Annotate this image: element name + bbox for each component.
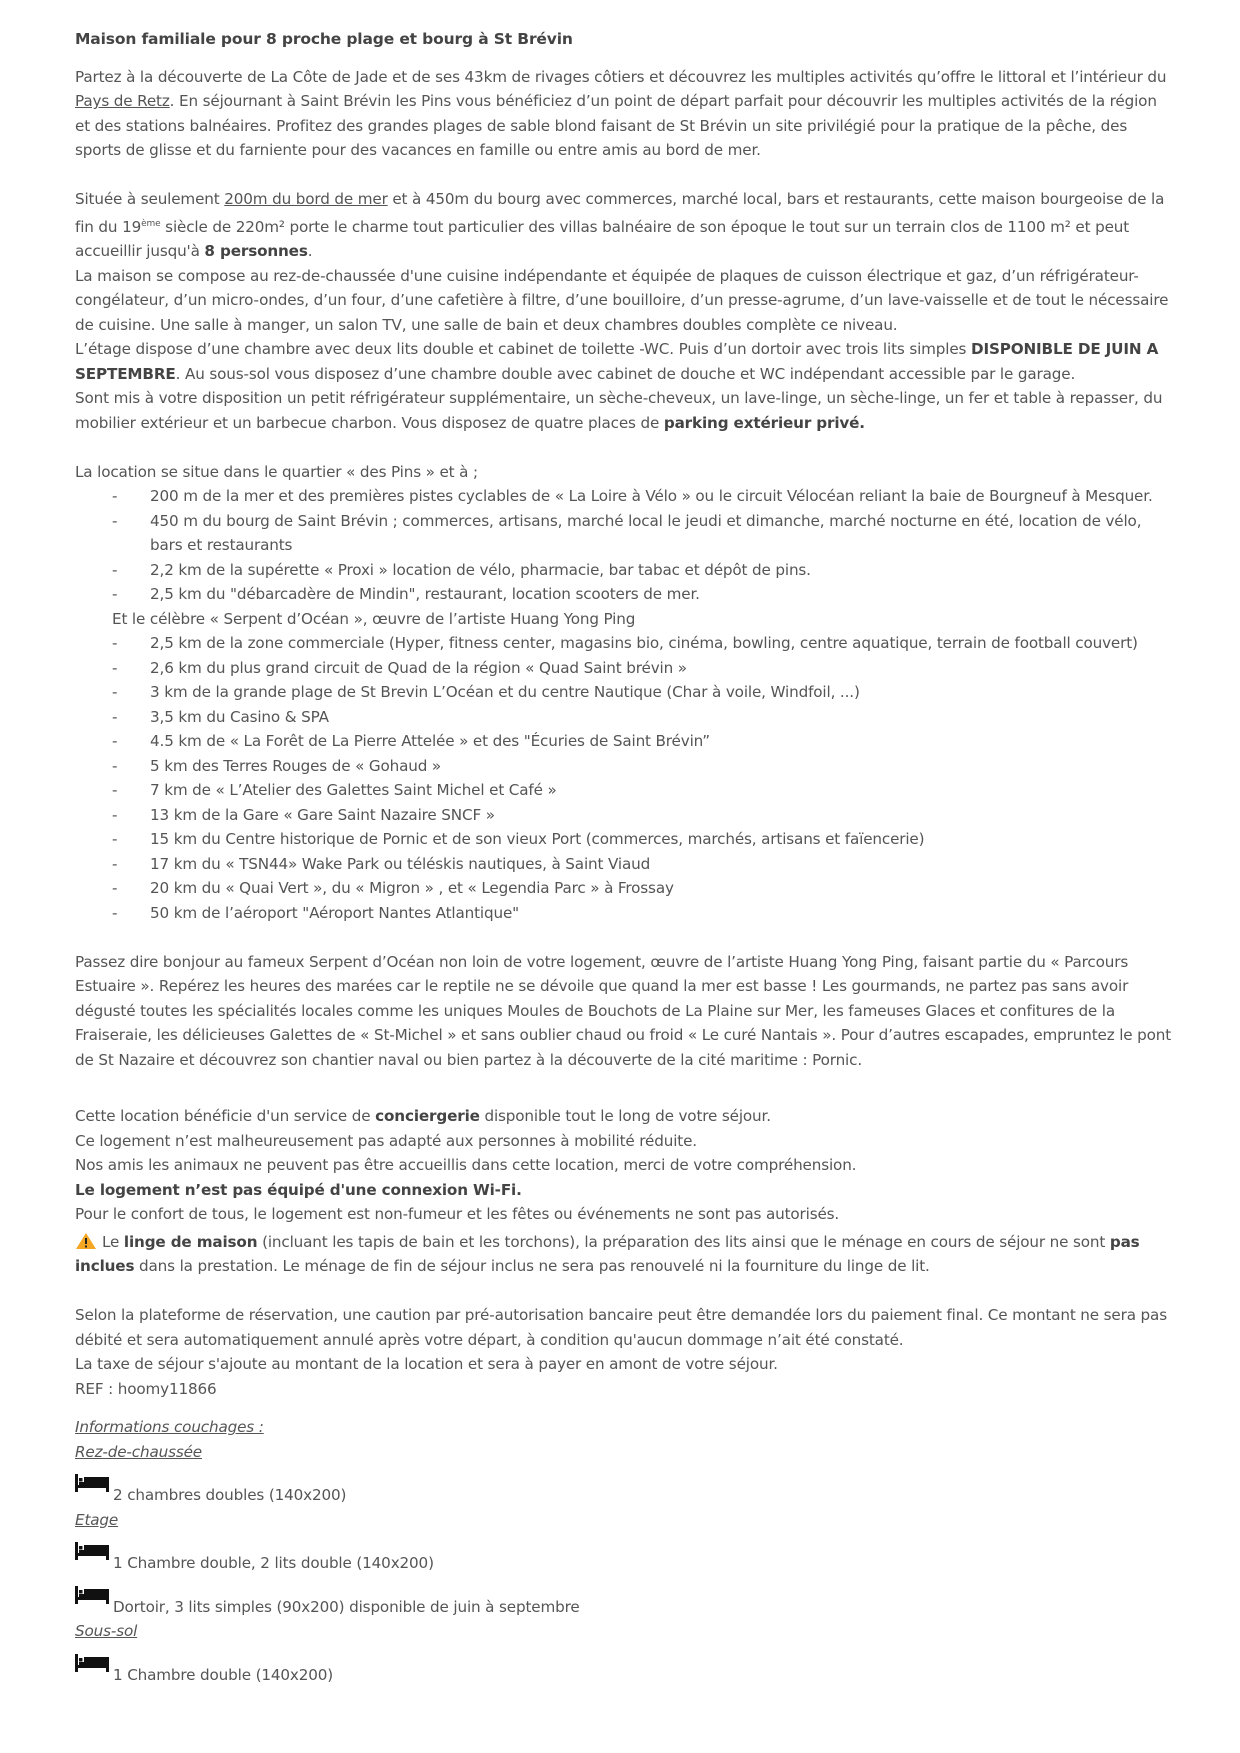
bed-description: 2 chambres doubles (140x200) <box>113 1486 347 1505</box>
bed-icon <box>75 1654 109 1672</box>
bed-row <box>75 1654 1175 1688</box>
house-text: Située à seulement <box>75 190 225 208</box>
list-item <box>75 754 1175 779</box>
list-item-text: 2,6 km du plus grand circuit de Quad de la région « Quad Saint brévin » <box>150 658 687 677</box>
ground-floor-description: La maison se compose au rez-de-chaussée d'une cuisine indépendante et équipée de plaques de cuisson électrique et gaz, d’un réfrigérateur- congélateur, d’un micro-ondes, d’un four, d’une cafetière à filtre, d’une bouilloire, d’un presse-agrume, d’un lave-vaisselle et de tout le nécessaire de cuisine. Une salle à manger, un salon TV, une salle de bain et deux chambres doubles complète ce niveau. <box>75 266 1169 334</box>
list-item-text: 450 m du bourg de Saint Brévin ; commerces, artisans, marché local le jeudi et dimanche, marché nocturne en été, location de vélo, bars et restaurants <box>150 511 1142 555</box>
linen-text-b: (incluant les tapis de bain et les torchons), la préparation des lits ainsi que le ménage en cours de séjour ne sont <box>257 1232 1110 1251</box>
conciergerie-text-b: disponible tout le long de votre séjour. <box>479 1107 771 1126</box>
location-intro: La location se situe dans le quartier « des Pins » et à ; <box>75 462 478 481</box>
dash-bullet: - <box>112 683 118 702</box>
list-item <box>75 509 1175 558</box>
wifi-bold: Le logement n’est pas équipé d'une connexion Wi-Fi. <box>75 1180 522 1199</box>
bed-row <box>75 1474 1175 1508</box>
century-superscript: ème <box>141 218 161 229</box>
dash-bullet: - <box>112 634 118 653</box>
equipment-description <box>75 386 1175 435</box>
ground-floor-label: Rez-de-chaussée <box>75 1442 202 1461</box>
nearby-list-1 <box>75 484 1175 607</box>
dash-bullet: - <box>112 707 118 726</box>
nearby-list-2 <box>75 631 1175 925</box>
house-text-b: et à 450m du bourg avec commerces, marché local, bars et restaurants, cette maison bourgeoise de la fin du 19 <box>75 190 1165 236</box>
list-item <box>75 901 1175 926</box>
wifi-line <box>75 1178 1175 1203</box>
caution-paragraph: Selon la plateforme de réservation, une caution par pré-autorisation bancaire peut être demandée lors du paiement final. Ce montant ne sera pas débité et sera automatiquement annulé après votre départ, à condition qu'aucun dommage n’ait été constaté. <box>75 1306 1167 1349</box>
intro-text-cont: . En séjournant à Saint Brévin les Pins vous bénéficiez d’un point de départ parfait pour découvrir les multiples activités de la région et des stations balnéaires. Profitez des grandes plages de sable blond faisant de St Brévin un site privilégié pour la pratique de la pêche, des sports de glisse et du farniente pour des vacances en famille ou entre amis au bord de mer. <box>75 92 1157 159</box>
conciergerie-line <box>75 1104 1175 1129</box>
bed-icon <box>75 1474 109 1492</box>
bord-de-mer-link[interactable]: 200m du bord de mer <box>224 190 388 208</box>
parking-bold: parking extérieur privé. <box>663 413 865 432</box>
list-item <box>75 484 1175 509</box>
linen-text-c: dans la prestation. Le ménage de fin de séjour inclus ne sera pas renouvelé ni la fourniture du linge de lit. <box>134 1257 930 1276</box>
basement-label: Sous-sol <box>75 1622 138 1641</box>
intro-paragraph <box>75 65 1175 163</box>
bed-icon <box>75 1586 109 1604</box>
dash-bullet: - <box>112 658 118 677</box>
dash-bullet: - <box>112 732 118 751</box>
list-item-text: 7 km de « L’Atelier des Galettes Saint Michel et Café » <box>150 781 557 800</box>
list-item <box>75 827 1175 852</box>
bed-description: 1 Chambre double, 2 lits double (140x200) <box>113 1554 434 1573</box>
floor-text: L’étage dispose d’une chambre avec deux lits double et cabinet de toilette -WC. Puis d’un dortoir avec trois lits simples <box>75 340 971 359</box>
equipment-text: Sont mis à votre disposition un petit réfrigérateur supplémentaire, un sèche-cheveux, un lave-linge, un sèche-linge, un fer et table à repasser, du mobilier extérieur et un barbecue charbon. Vous disposez de quatre places de <box>75 389 1163 432</box>
list-item <box>75 778 1175 803</box>
list-item <box>75 582 1175 607</box>
dash-bullet: - <box>112 560 118 579</box>
intro-text: Partez à la découverte de La Côte de Jade et de ses 43km de rivages côtiers et découvrez les multiples activités qu’offre le littoral et l’intérieur du <box>75 67 1167 86</box>
bed-row <box>75 1586 1175 1620</box>
upper-floor-label: Etage <box>75 1510 119 1529</box>
list-item <box>75 656 1175 681</box>
linen-text: Le <box>102 1232 124 1251</box>
bed-icon <box>75 1542 109 1560</box>
dash-bullet: - <box>112 585 118 604</box>
list-item-text: 2,5 km du "débarcadère de Mindin", restaurant, location scooters de mer. <box>150 585 700 604</box>
list-item-text: 20 km du « Quai Vert », du « Migron » , et « Legendia Parc » à Frossay <box>150 879 674 898</box>
list-item-text: 15 km du Centre historique de Pornic et de son vieux Port (commerces, marchés, artisans et faïencerie) <box>150 830 925 849</box>
dash-bullet: - <box>112 854 118 873</box>
conciergerie-bold: conciergerie <box>375 1107 480 1126</box>
list-item-text: 5 km des Terres Rouges de « Gohaud » <box>150 756 442 775</box>
sleeping-heading: Informations couchages : <box>75 1418 264 1437</box>
dash-bullet: - <box>112 781 118 800</box>
house-text-d: . <box>307 242 313 261</box>
list-item-text: 200 m de la mer et des premières pistes cyclables de « La Loire à Vélo » ou le circuit Vélocéan reliant la baie de Bourgneuf à Mesquer. <box>150 487 1153 506</box>
linen-paragraph <box>75 1230 1175 1279</box>
list-item <box>75 558 1175 583</box>
dash-bullet: - <box>112 879 118 898</box>
listing-document <box>75 27 1175 1687</box>
dash-bullet: - <box>112 487 118 506</box>
floor-text-b: . Au sous-sol vous disposez d’une chambre double avec cabinet de douche et WC indépendant accessible par le garage. <box>175 364 1076 383</box>
house-text-c: siècle de 220m² porte le charme tout particulier des villas balnéaire de son époque le tout sur un terrain clos de 1100 m² et peut accueillir jusqu'à <box>75 217 1130 261</box>
dash-bullet: - <box>112 903 118 922</box>
list-item <box>75 729 1175 754</box>
listing-title: Maison familiale pour 8 proche plage et bourg à St Brévin <box>75 30 573 48</box>
not-included-bold: pas inclues <box>75 1232 1140 1276</box>
serpent-paragraph: Passez dire bonjour au fameux Serpent d’Océan non loin de votre logement, œuvre de l’artiste Huang Yong Ping, faisant partie du « Parcours Estuaire ». Repérez les heures des marées car le reptile ne se dévoile que quand la mer est basse ! Les gourmands, ne partez pas sans avoir dégusté toutes les spécialités locales comme les uniques Moules de Bouchots de La Plaine sur Mer, les fameuses Glaces et confitures de la Fraiseraie, les délicieuses Galettes de « St-Michel » et sans oublier chaud ou froid « Le curé Nantais ». Pour d’autres escapades, empruntez le pont de St Nazaire et découvrez son chantier naval ou bien partez à la découverte de la cité maritime : Pornic. <box>75 952 1172 1069</box>
bed-description: 1 Chambre double (140x200) <box>113 1665 334 1684</box>
list-item-text: 2,2 km de la supérette « Proxi » location de vélo, pharmacie, bar tabac et dépôt de pins. <box>150 560 811 579</box>
list-item <box>75 876 1175 901</box>
smoking-line: Pour le confort de tous, le logement est non-fumeur et les fêtes ou événements ne sont pas autorisés. <box>75 1205 840 1224</box>
availability-bold: DISPONIBLE DE JUIN A SEPTEMBRE <box>75 340 1159 383</box>
upper-floor-description <box>75 337 1175 386</box>
list-item-text: 17 km du « TSN44» Wake Park ou téléskis nautiques, à Saint Viaud <box>150 854 651 873</box>
list-item <box>75 680 1175 705</box>
dash-bullet: - <box>112 805 118 824</box>
house-description <box>75 187 1175 264</box>
capacity-bold: 8 personnes <box>204 242 308 261</box>
animals-line: Nos amis les animaux ne peuvent pas être accueillis dans cette location, merci de votre compréhension. <box>75 1156 857 1175</box>
list-item <box>75 852 1175 877</box>
list-item <box>75 803 1175 828</box>
list-item <box>75 705 1175 730</box>
bed-description: Dortoir, 3 lits simples (90x200) disponible de juin à septembre <box>113 1597 580 1616</box>
list-item-text: 4.5 km de « La Forêt de La Pierre Attelée » et des "Écuries de Saint Brévin” <box>150 732 711 751</box>
mobility-line: Ce logement n’est malheureusement pas adapté aux personnes à mobilité réduite. <box>75 1131 697 1150</box>
pays-de-retz-link[interactable]: Pays de Retz <box>75 92 170 110</box>
dash-bullet: - <box>112 511 118 530</box>
serpent-line: Et le célèbre « Serpent d’Océan », œuvre de l’artiste Huang Yong Ping <box>112 609 636 628</box>
bed-row <box>75 1542 1175 1576</box>
list-item-text: 2,5 km de la zone commerciale (Hyper, fitness center, magasins bio, cinéma, bowling, centre aquatique, terrain de football couvert) <box>150 634 1138 653</box>
dash-bullet: - <box>112 756 118 775</box>
linen-bold: linge de maison <box>123 1232 258 1251</box>
list-item-text: 50 km de l’aéroport "Aéroport Nantes Atlantique" <box>150 903 519 922</box>
warning-icon <box>75 1232 97 1250</box>
tax-line: La taxe de séjour s'ajoute au montant de la location et sera à payer en amont de votre séjour. <box>75 1355 778 1374</box>
dash-bullet: - <box>112 830 118 849</box>
list-item-text: 3 km de la grande plage de St Brevin L’Océan et du centre Nautique (Char à voile, Windfoil, ...) <box>150 683 860 702</box>
reference-line: REF : hoomy11866 <box>75 1379 217 1398</box>
list-item-text: 13 km de la Gare « Gare Saint Nazaire SNCF » <box>150 805 495 824</box>
list-item-text: 3,5 km du Casino & SPA <box>150 707 329 726</box>
list-item <box>75 631 1175 656</box>
conciergerie-text: Cette location bénéficie d'un service de <box>75 1107 376 1126</box>
